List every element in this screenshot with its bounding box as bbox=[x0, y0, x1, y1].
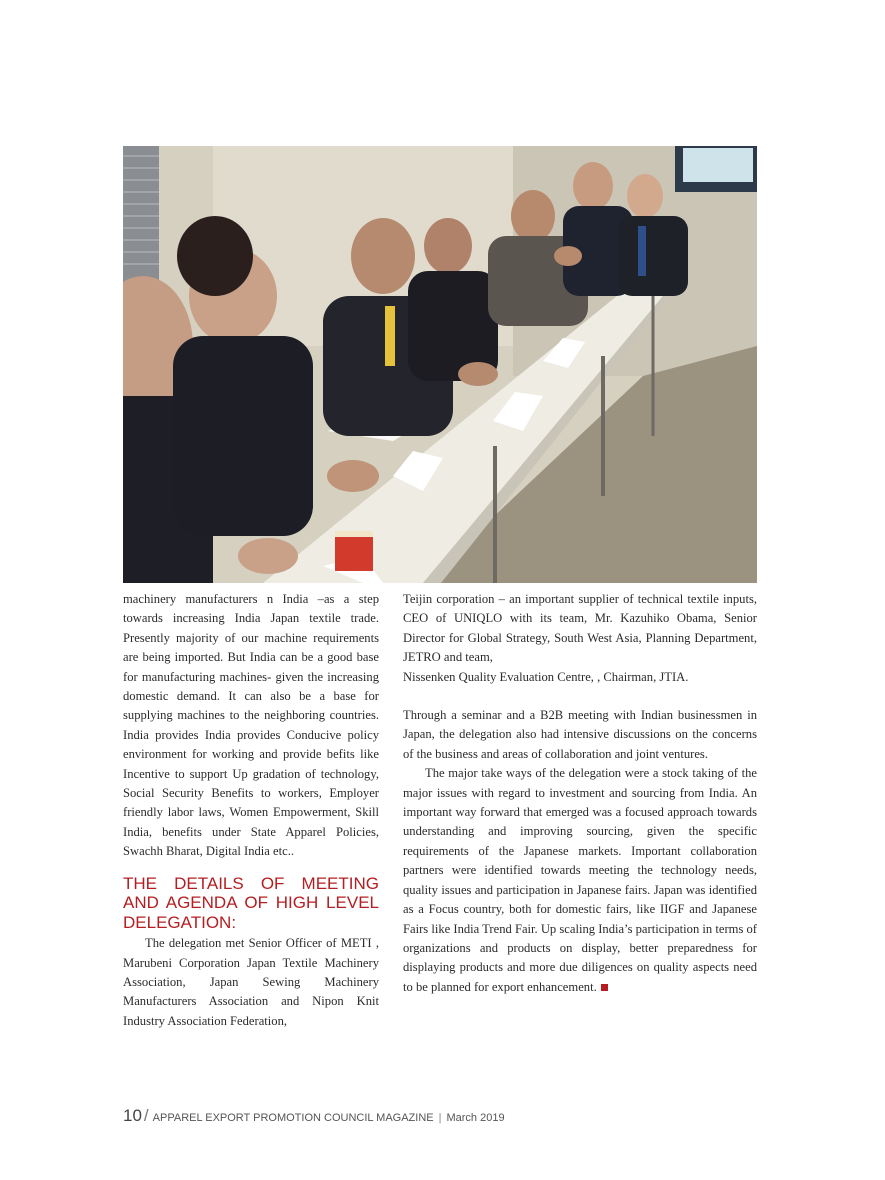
section-heading: THE DETAILS OF MEETING AND AGENDA OF HIGH LEVEL DELEGATION: bbox=[123, 873, 379, 932]
right-paragraph-3-text: The major take ways of the delegation were a stock taking of the major issues with regard to investment and sourcing from India. An important way forward that emerged was a focused approach towards understanding and improving sourcing, given the specific requirements of the Japanese markets. Important collaboration partners were identified towards meeting the technology needs, quality issues and participation in Japanese fairs. Japan was identified as a Focus country, both for domestic fairs, like IIGF and Japanese Fairs like India Trend Fair. Up scaling India’s participation in terms of organizations and products on display, better preparedness for displaying products and more due diligences on quality aspects need to be planned for export enhancement. bbox=[403, 766, 757, 994]
right-paragraph-3 bbox=[403, 764, 757, 997]
issue-date: March 2019 bbox=[446, 1112, 505, 1124]
paragraph-gap bbox=[403, 687, 757, 706]
page-number: 10 bbox=[123, 1106, 142, 1125]
publication-name: APPAREL EXPORT PROMOTION COUNCIL MAGAZINE bbox=[152, 1112, 434, 1124]
footer-slash: / bbox=[143, 1106, 149, 1125]
left-column bbox=[123, 590, 379, 1031]
end-of-article-mark bbox=[601, 984, 608, 991]
meeting-photo-illustration bbox=[123, 146, 757, 583]
page-footer bbox=[123, 1106, 505, 1126]
meeting-photo bbox=[123, 146, 757, 583]
right-column bbox=[403, 590, 757, 997]
right-paragraph-1b: Nissenken Quality Evaluation Centre, , Chairman, JTIA. bbox=[403, 669, 689, 684]
right-paragraph-2: Through a seminar and a B2B meeting with Indian businessmen in Japan, the delegation also had intensive discussions on the concerns of the business and areas of collaboration and joint ventures. bbox=[403, 708, 757, 761]
left-paragraph-2: The delegation met Senior Officer of METI , Marubeni Corporation Japan Textile Machinery Association, Japan Sewing Machinery Manufacturers Association and Nipon Knit Industry Association Federation, bbox=[123, 936, 379, 1028]
right-paragraph-1: Teijin corporation – an important supplier of technical textile inputs, CEO of UNIQLO with its team, Mr. Kazuhiko Obama, Senior Director for Global Strategy, South West Asia, Planning Department, JETRO and team, bbox=[403, 592, 757, 665]
left-paragraph-1: machinery manufacturers n India –as a step towards increasing India Japan textile trade. Presently majority of our machine requirements are being imported. But India can be a good base for manufacturing machines- given the increasing domestic demand. It can also be a base for supplying machines to the neighboring countries. India provides India provides Conducive policy environment for working and provide befits like Incentive to support Up gradation of technology, Social Security Benefits to workers, Employer friendly labor laws, Women Empowerment, Skill India, benefits under State Apparel Policies, Swachh Bharat, Digital India etc.. bbox=[123, 592, 379, 859]
footer-separator: | bbox=[438, 1112, 442, 1124]
